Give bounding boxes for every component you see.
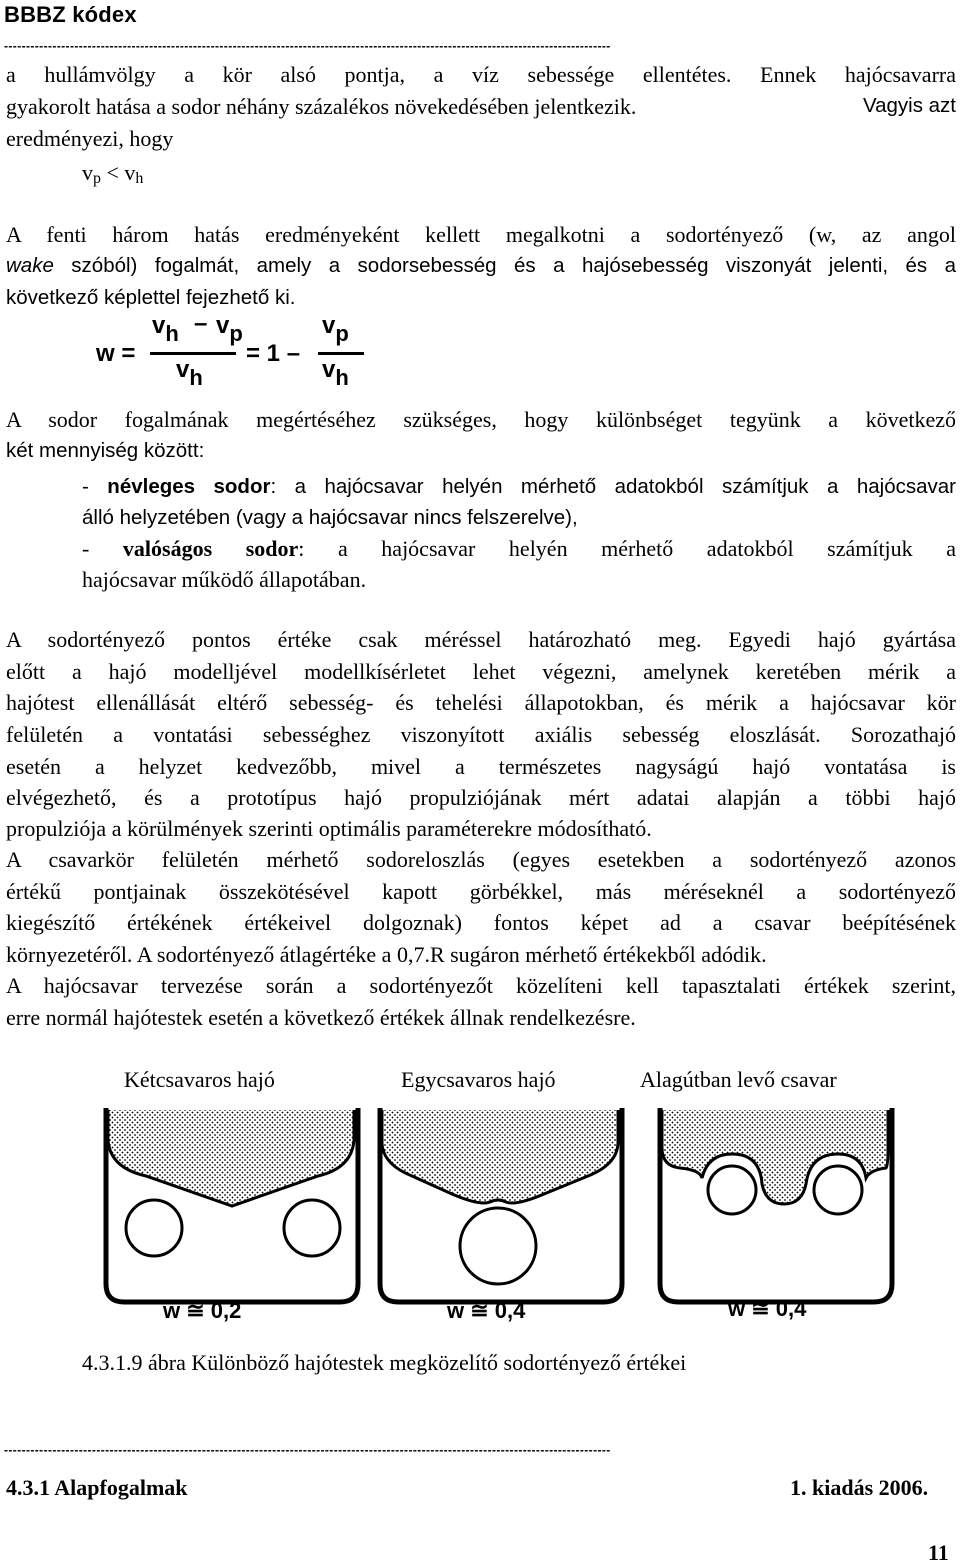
formula-num3: vp [322,312,349,346]
wake-formula [96,310,386,390]
ineq-right-sub: h [135,170,144,187]
hull-sections-figure [96,1106,900,1316]
para4-line: propulziója a körülmények szerinti optimális paraméterekre módosítható. [6,816,652,841]
para4-line: elvégezhető, és a prototípus hajó propulziójának mért adatai alapján a többi hajó [6,785,956,810]
formula-eq2: = 1 – [246,340,301,367]
para4-line: A hajócsavar tervezése során a sodortényezőt közelíteni kell tapasztalati értékek szerint, [6,973,956,998]
formula-den3: vh [322,356,349,390]
para2-line2-text: szóból) fogalmát, amely a sodorsebesség és a hajósebesség viszonyát jelenti, és a [53,254,956,277]
wake-value-tunnel: w ≅ 0,4 [728,1296,807,1321]
para4-line: esetén a helyzet kedvezőbb, mivel a természetes nagyságú hajó vontatása is [6,754,956,779]
page-number: 11 [928,1540,949,1565]
formula-bar1 [150,352,236,355]
para1-line3: eredményezi, hogy [6,126,174,151]
para1-line1: a hullámvölgy a kör alsó pontja, a víz sebessége ellentétes. Ennek hajócsavarra [6,62,956,87]
para2-line1: A fenti három hatás eredményeként kellett megalkotni a sodortényező (w, az angol [6,222,956,247]
footer-edition: 1. kiadás 2006. [790,1475,929,1500]
para4-line: erre normál hajótestek esetén a következő értékek állnak rendelkezésre. [6,1005,636,1030]
formula-bar2 [318,352,364,355]
para4-line: felületén a vontatási sebességhez viszonyított axiális sebesség eloszlását. Sorozathajó [6,722,956,747]
ineq-right: v [124,160,136,185]
para4-line: hajótest ellenállását eltérő sebesség- és tehelési állapotokban, és mérik a hajócsavar kör [6,690,956,715]
wake-value-twin: w ≅ 0,2 [163,1298,242,1323]
single-screw-section [380,1108,622,1302]
para3-line2: két mennyiség között: [6,439,205,462]
tunnel-screw-section [660,1108,892,1302]
header-rule: ------------------------------------------------------------------------------------------------------------------------------------------ [4,40,611,52]
para2-line2 [6,254,956,278]
para2-line3: következő képlettel fejezhető ki. [6,286,296,309]
ineq-left: v [82,160,93,185]
para1-line2-text: gyakorolt hatása a sodor néhány százalékos növekedésében jelentkezik. [6,94,637,119]
para4-line: A sodortényező pontos értéke csak méréssel határozható meg. Egyedi hajó gyártása [6,627,956,652]
formula-num1: vh [152,312,179,346]
para1-line2-tail: Vagyis azt [862,94,956,117]
ineq-left-sub: p [93,170,101,187]
formula-lhs: w = [96,340,136,367]
wake-term: wake [6,254,54,277]
para1-line2 [6,94,956,120]
para4-line: értékű pontjainak összekötésével kapott görbékkel, más méréseknél a sodortényező [6,879,956,904]
para3-line1: A sodor fogalmának megértéséhez szükséges, hogy különbséget tegyünk a következő [6,407,956,432]
para4-line: környezetéről. A sodortényező átlagértéke a 0,7.R sugáron mérhető értékekből adódik. [6,942,767,967]
formula-num2: vp [216,312,243,346]
figure-label-single-screw: Egycsavaros hajó [401,1067,556,1092]
bullet-nominal-wake: - névleges sodor: a hajócsavar helyén mérhető adatokból számítjuk a hajócsavar [82,475,956,498]
document-header-title: BBBZ kódex [4,2,137,27]
ineq-op: < [101,160,125,185]
figure-label-twin-screw: Kétcsavaros hajó [124,1067,275,1092]
term-effective-wake: valóságos sodor [122,536,299,561]
formula-minus: – [194,310,208,337]
twin-screw-section [106,1108,358,1302]
wake-value-single: w ≅ 0,4 [447,1298,526,1323]
para4-line: előtt a hajó modelljével modellkísérletet lehet végezni, amelynek keretében mérik a [6,659,956,684]
footer-section: 4.3.1 Alapfogalmak [6,1475,188,1500]
bullet-effective-wake: - valóságos sodor: a hajócsavar helyén mérhető adatokból számítjuk a [82,536,957,561]
footer-rule: ------------------------------------------------------------------------------------------------------------------------------------------ [4,1444,611,1456]
bullet-effective-wake-cont: hajócsavar működő állapotában. [82,567,367,592]
bullet-nominal-wake-cont: álló helyzetében (vagy a hajócsavar nincs felszerelve), [82,506,578,529]
para4-line: A csavarkör felületén mérhető sodoreloszlás (egyes esetekben a sodortényező azonos [6,847,956,872]
figure-caption: 4.3.1.9 ábra Különböző hajótestek megközelítő sodortényező értékei [82,1350,687,1375]
para4-line: kiegészítő értékének értékeivel dolgoznak) fontos képet ad a csavar beépítésének [6,910,956,935]
inequality [82,160,143,186]
figure-label-tunnel-screw: Alagútban levő csavar [640,1067,837,1092]
formula-den1: vh [176,356,203,390]
term-nominal-wake: névleges sodor [107,475,271,498]
